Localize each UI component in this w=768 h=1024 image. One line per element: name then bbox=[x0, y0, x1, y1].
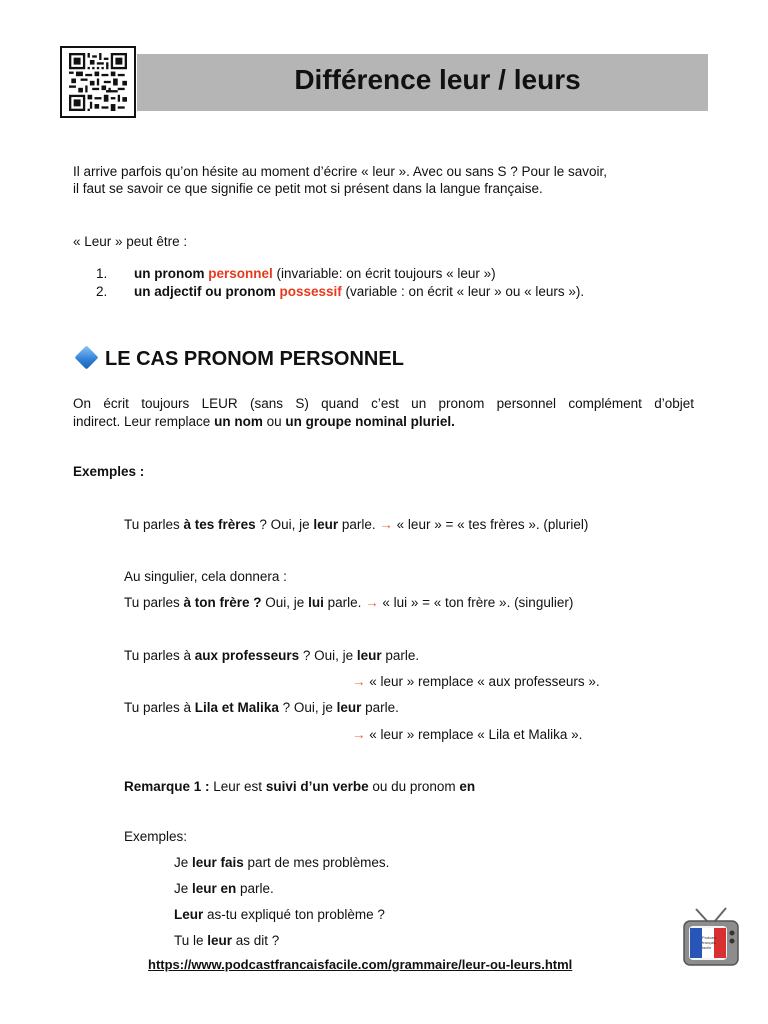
text: « leur » remplace « Lila et Malika ». bbox=[365, 727, 583, 742]
text: as dit ? bbox=[232, 933, 280, 948]
text-bold: à tes frères bbox=[183, 517, 256, 532]
text: as-tu expliqué ton problème ? bbox=[203, 907, 385, 922]
section-para-line-2 bbox=[73, 413, 455, 430]
text-bold: leur bbox=[313, 517, 339, 532]
text: Leur est bbox=[209, 779, 266, 794]
example-line bbox=[174, 906, 385, 923]
intro-line-1: Il arrive parfois qu’on hésite au moment d’écrire « leur ». Avec ou sans S ? Pour le savoir, bbox=[73, 164, 608, 179]
list-number: 2. bbox=[96, 284, 108, 299]
exemples2-label: Exemples: bbox=[124, 829, 188, 844]
title-bar bbox=[137, 54, 708, 111]
section-para-line-1: On écrit toujours LEUR (sans S) quand c’est un pronom personnel complément d’objet bbox=[73, 396, 694, 411]
example-explanation bbox=[352, 726, 582, 743]
example-line bbox=[124, 699, 399, 716]
example-line bbox=[124, 647, 419, 664]
text-bold: suivi d’un verbe bbox=[265, 779, 369, 794]
qr-code[interactable] bbox=[60, 46, 136, 118]
intro-line-2: il faut se savoir ce que signifie ce petit mot si présent dans la langue française. bbox=[73, 181, 543, 196]
leur-peut-etre: « Leur » peut être : bbox=[73, 234, 188, 249]
text: Tu parles à bbox=[124, 700, 195, 715]
text: Tu le bbox=[174, 933, 208, 948]
text: indirect. Leur remplace bbox=[73, 414, 215, 429]
list-bold: un pronom bbox=[134, 266, 209, 281]
example-line bbox=[124, 516, 588, 533]
list-red: personnel bbox=[208, 266, 273, 281]
text-bold: Remarque 1 : bbox=[124, 779, 210, 794]
text-bold: en bbox=[459, 779, 476, 794]
text: ? Oui, je bbox=[255, 517, 314, 532]
text: parle. bbox=[323, 595, 366, 610]
text: Je bbox=[174, 855, 193, 870]
text-bold: un nom bbox=[214, 414, 263, 429]
list-rest: (invariable: on écrit toujours « leur ») bbox=[272, 266, 496, 281]
text-bold: à ton frère ? bbox=[183, 595, 262, 610]
example-line bbox=[174, 854, 389, 871]
text-bold: Lila et Malika bbox=[194, 700, 279, 715]
text: parle. bbox=[361, 700, 399, 715]
podcast-logo[interactable] bbox=[682, 905, 740, 972]
arrow-right-icon: → bbox=[352, 674, 366, 689]
text-bold: aux professeurs bbox=[194, 648, 300, 663]
arrow-right-icon: → bbox=[379, 517, 393, 532]
text: part de mes problèmes. bbox=[243, 855, 390, 870]
section-heading bbox=[73, 348, 404, 371]
qr-code-icon bbox=[67, 53, 129, 111]
exemples-label: Exemples : bbox=[73, 464, 145, 479]
text-bold: leur fais bbox=[192, 855, 244, 870]
example-line bbox=[174, 880, 274, 897]
text: ou du pronom bbox=[368, 779, 460, 794]
text-bold: lui bbox=[308, 595, 324, 610]
blue-diamond-icon bbox=[74, 345, 98, 369]
text: parle. bbox=[381, 648, 420, 663]
text-bold: Leur bbox=[174, 907, 204, 922]
text: Tu parles bbox=[124, 517, 184, 532]
text: Je bbox=[174, 881, 193, 896]
text-bold: leur en bbox=[192, 881, 237, 896]
arrow-right-icon: → bbox=[365, 595, 379, 610]
text-bold: un groupe nominal pluriel. bbox=[285, 414, 455, 429]
text-bold: leur bbox=[336, 700, 362, 715]
text: Tu parles bbox=[124, 595, 184, 610]
text: Oui, je bbox=[261, 595, 309, 610]
text: « leur » = « tes frères ». (pluriel) bbox=[392, 517, 589, 532]
arrow-right-icon: → bbox=[352, 727, 366, 742]
text-bold: leur bbox=[207, 933, 233, 948]
list-item bbox=[96, 283, 585, 300]
text: parle. bbox=[338, 517, 380, 532]
list-number: 1. bbox=[96, 266, 108, 281]
text: « leur » remplace « aux professeurs ». bbox=[365, 674, 600, 689]
example-explanation bbox=[352, 673, 600, 690]
text: ? Oui, je bbox=[278, 700, 337, 715]
example-line bbox=[174, 932, 279, 949]
list-item bbox=[96, 265, 496, 282]
list-red: possessif bbox=[279, 284, 342, 299]
text: « lui » = « ton frère ». (singulier) bbox=[378, 595, 574, 610]
page-title: Différence leur / leurs bbox=[294, 64, 581, 95]
text-bold: leur bbox=[356, 648, 382, 663]
text: ? Oui, je bbox=[299, 648, 357, 663]
singulier-line: Au singulier, cela donnera : bbox=[124, 569, 287, 584]
list-rest: (variable : on écrit « leur » ou « leurs »). bbox=[341, 284, 585, 299]
text: ou bbox=[262, 414, 286, 429]
source-url-link[interactable]: https://www.podcastfrancaisfacile.com/grammaire/leur-ou-leurs.html bbox=[148, 957, 573, 972]
list-bold: un adjectif ou pronom bbox=[134, 284, 280, 299]
text: Tu parles à bbox=[124, 648, 195, 663]
example-line bbox=[124, 594, 573, 611]
text: parle. bbox=[236, 881, 274, 896]
section-title: LE CAS PRONOM PERSONNEL bbox=[105, 348, 404, 370]
podcast-logo-text: Podcast français facile bbox=[702, 935, 717, 950]
remarque-line bbox=[124, 778, 475, 795]
